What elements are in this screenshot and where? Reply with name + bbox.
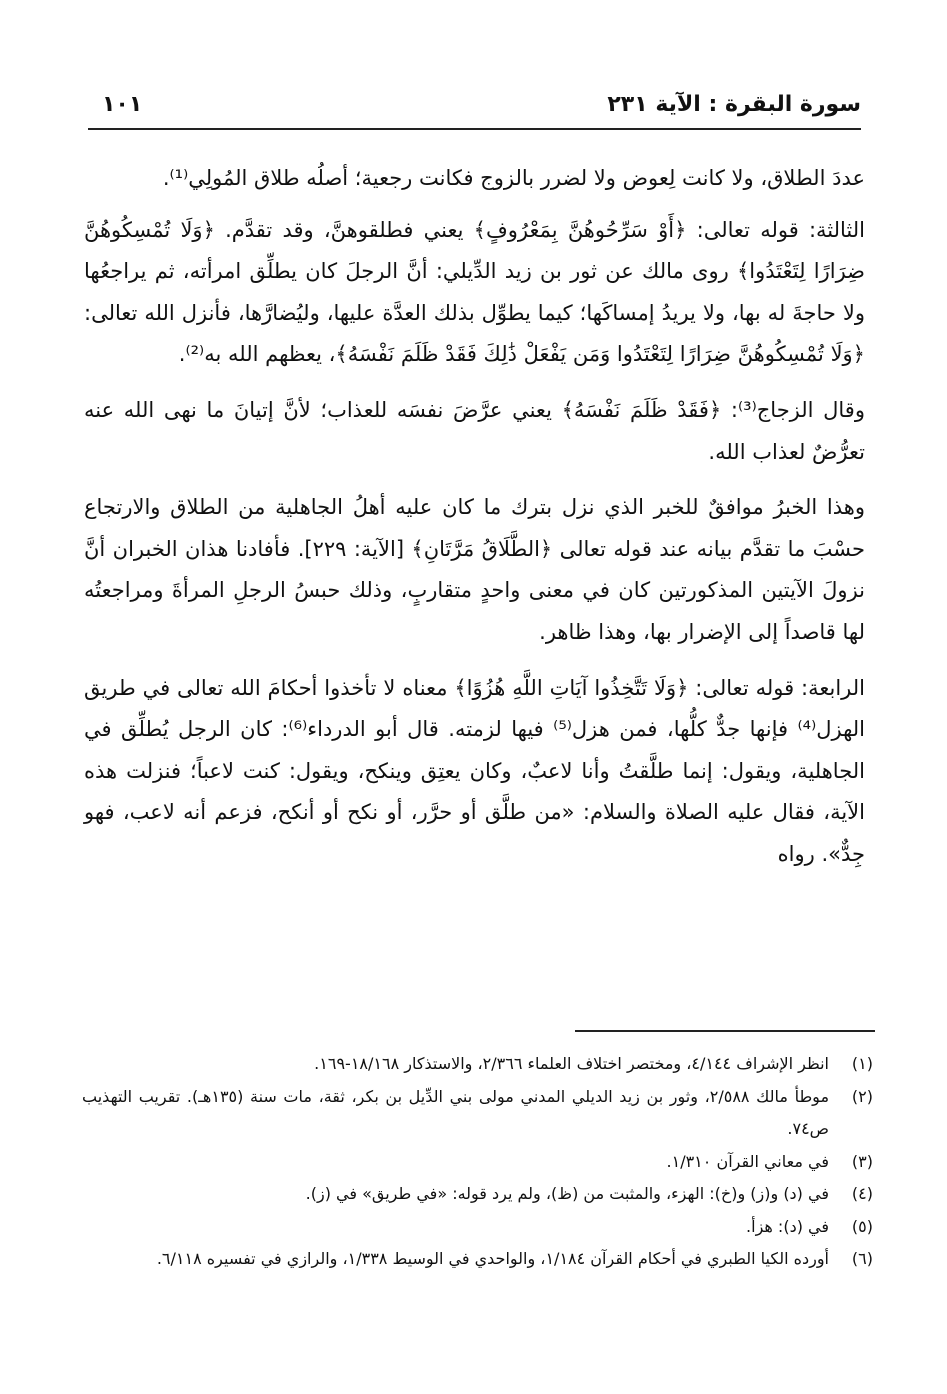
paragraph: الثالثة: قوله تعالى: ﴿أَوْ سَرِّحُوهُنَّ بِمَعْرُوفٍ﴾ يعني فطلقوهنَّ، وقد تقدَّم. ﴿وَلَا تُمْسِكُوهُنَّ ضِرَارًا لِتَعْتَدُوا﴾ روى مالك عن ثور بن زيد الدِّيلي: أنَّ الرجلَ كان يطلِّق امرأته، ثم يراجعُها ولا حاجةَ له بها، ولا يريدُ إمساكَها؛ كيما يطوِّل بذلك العدَّة عليها، وليُضارَّها، فأنزل الله تعالى: ﴿وَلَا تُمْسِكُوهُنَّ ضِرَارًا لِتَعْتَدُوا وَمَن يَفْعَلْ ذَٰلِكَ فَقَدْ ظَلَمَ نَفْسَهُ﴾، يعظهم الله به⁽²⁾. xyxy=(84,217,865,367)
footnote-text: أورده الكيا الطبري في أحكام القرآن ١/١٨٤، والواحدي في الوسيط ١/٣٣٨، والرازي في تفسيره ٦/١١٨. xyxy=(156,1249,829,1268)
footnote-number: (٦) xyxy=(851,1249,873,1268)
paragraph: الرابعة: قوله تعالى: ﴿وَلَا تَتَّخِذُوا آيَاتِ اللَّهِ هُزُوًا﴾ معناه لا تأخذوا أحكامَ الله تعالى في طريق الهزل⁽⁴⁾ فإنها جدٌّ كلُّها، فمن هزل⁽⁵⁾ فيها لزمته. قال أبو الدرداء⁽⁶⁾: كان الرجل يُطلِّق في الجاهلية، ويقول: إنما طلَّقتُ وأنا لاعبٌ، وكان يعتِق وينكح، ويقول: كنت لاعباً؛ فنزلت هذه الآية، فقال عليه الصلاة والسلام: «من طلَّق أو حرَّر، أو نكح أو أنكح، فزعم أنه لاعب، فهو جِدٌّ». رواه xyxy=(84,675,865,866)
paragraph: عددَ الطلاق، ولا كانت لِعوض ولا لضرر بالزوج فكانت رجعية؛ أصلُه طلاق المُولِي⁽¹⁾. xyxy=(162,166,865,190)
footnote xyxy=(82,1178,873,1211)
footnote-text: انظر الإشراف ٤/١٤٤، ومختصر اختلاف العلماء ٢/٣٦٦، والاستذكار ١٨/١٦٨-١٦٩. xyxy=(314,1054,829,1073)
footnote xyxy=(82,1146,873,1179)
main-text xyxy=(84,158,865,890)
paragraph: وهذا الخبرُ موافقٌ للخبر الذي نزل بترك ما كان عليه أهلُ الجاهلية من الطلاق والارتجاع حسْبَ ما تقدَّم بيانه عند قوله تعالى ﴿الطَّلَاقُ مَرَّتَانِ﴾ [الآية: ٢٢٩]. فأفادنا هذان الخبران أنَّ نزولَ الآيتين المذكورتين كان في معنى واحدٍ متقاربٍ، وذلك حبسُ الرجلِ المرأةَ ومراجعتُه لها قاصداً إلى الإضرار بها، وهذا ظاهر. xyxy=(84,495,865,644)
footnote-number: (٢) xyxy=(851,1086,873,1106)
footnote xyxy=(82,1048,873,1081)
running-header xyxy=(88,88,861,130)
running-title: سورة البقرة : الآية ٢٣١ xyxy=(607,92,861,117)
footnote-text: موطأ مالك ٢/٥٨٨، وثور بن زيد الديلي المدني مولى بني الدِّيل بن بكر، ثقة، مات سنة (١٣٥هـ). تقريب التهذيب ص٧٤. xyxy=(82,1086,830,1138)
footnote-text: في (د) و(ز) و(خ): الهزء، والمثبت من (ظ)، ولم يرد قوله: «في طريق» في (ز). xyxy=(305,1184,829,1203)
footnote-number: (٥) xyxy=(851,1216,873,1236)
footnote xyxy=(82,1243,873,1276)
paragraph: وقال الزجاج⁽³⁾: ﴿فَقَدْ ظَلَمَ نَفْسَهُ﴾ يعني عرَّضَ نفسَه للعذاب؛ لأنَّ إتيانَ ما نهى الله عنه تعرُّضٌ لعذاب الله. xyxy=(84,397,865,464)
footnote xyxy=(82,1211,873,1244)
footnote-number: (٤) xyxy=(851,1184,873,1203)
footnotes xyxy=(82,1048,873,1276)
footnote-number: (٣) xyxy=(851,1151,873,1171)
footnote-text: في (د): هزأ. xyxy=(746,1216,829,1236)
footnote-divider xyxy=(575,1030,875,1032)
footnote xyxy=(82,1081,873,1146)
footnote-text: في معاني القرآن ١/٣١٠. xyxy=(666,1151,829,1171)
footnote-number: (١) xyxy=(851,1054,873,1073)
page-number: ١٠١ xyxy=(102,92,143,117)
